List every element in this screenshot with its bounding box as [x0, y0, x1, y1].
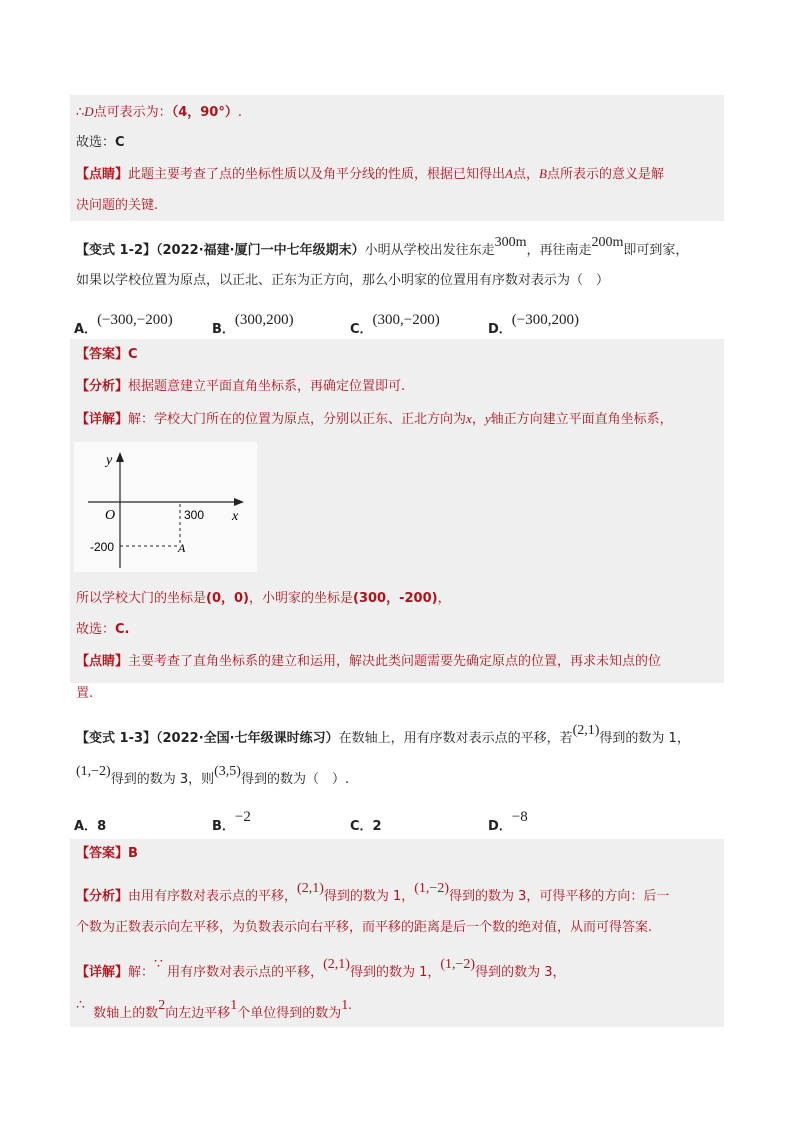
detail-text: 数轴上的数	[93, 1006, 159, 1021]
detail-text: 得到的数为 3，	[475, 965, 566, 980]
ordered-pair: (1,−2)	[414, 881, 449, 896]
question-line	[76, 723, 690, 748]
point-label: A	[178, 541, 186, 555]
distance-value: 200m	[591, 235, 624, 250]
coordinate-value: (300，-200)	[353, 591, 438, 606]
detail-text: 解：学校大门所在的位置为原点，分别以正东、正北方向为	[128, 412, 467, 427]
choose-line	[76, 621, 130, 639]
detail-tag: 【详解】	[76, 965, 129, 980]
solution-line	[76, 103, 242, 122]
coordinate-figure	[74, 442, 257, 572]
detail-text: 向左边平移	[165, 1006, 231, 1021]
option-d	[488, 806, 528, 834]
analysis-text: 得到的数为 3，可得平移的方向：后一	[449, 889, 670, 904]
distance-value: 300m	[494, 235, 527, 250]
point-label: B	[539, 166, 547, 181]
comment-text: 置.	[76, 686, 94, 701]
detail-text: 用有序数对表示点的平移，	[167, 965, 324, 980]
comment-text: 决问题的关键.	[76, 198, 159, 213]
detail-line	[76, 957, 566, 982]
ordered-pair: (1,−2)	[76, 764, 111, 779]
option-label: D．	[488, 819, 512, 834]
comment-text: 主要考查了直角坐标系的建立和运用，解决此类问题需要先确定原点的位置，再求未知点的位	[128, 654, 662, 669]
question-line	[76, 235, 689, 260]
axis-name: y	[484, 411, 491, 426]
x-axis-arrow	[234, 498, 244, 506]
detail-text: 得到的数为 1，	[349, 965, 441, 980]
ordered-pair: (2,1)	[323, 957, 350, 972]
choose-line	[76, 134, 125, 152]
option-c	[350, 815, 382, 834]
detail-text: 解：	[128, 965, 155, 980]
x-tick-label: 300	[184, 508, 205, 522]
comment-tag: 【点睛】	[76, 654, 129, 669]
option-value: −2	[234, 809, 251, 825]
detail-line	[76, 410, 673, 429]
option-c	[350, 309, 440, 337]
coordinate-value: (0，0)	[206, 591, 249, 606]
number-value: 2	[158, 998, 166, 1013]
x-axis-label: x	[232, 509, 239, 524]
option-value: −8	[511, 809, 528, 825]
option-value: (−300,−200)	[97, 312, 173, 328]
question-tag: 【变式 1-2】	[76, 243, 157, 258]
point-label: A	[505, 166, 513, 181]
option-value: (300,−200)	[372, 312, 440, 328]
analysis-tag: 【分析】	[76, 379, 129, 394]
choose-answer: C.	[115, 622, 130, 637]
question-line	[76, 272, 609, 290]
analysis-line	[76, 378, 405, 396]
result-line	[76, 590, 451, 608]
choose-label: 故选：	[76, 622, 116, 637]
y-axis-arrow	[116, 452, 124, 462]
option-label: A．	[74, 819, 98, 834]
question-source: （2022·全国·七年级课时练习）	[156, 731, 339, 746]
question-text: 即可到家，	[623, 243, 689, 258]
therefore-symbol: ∴	[76, 998, 85, 1013]
y-axis-label: y	[106, 453, 113, 468]
comment-line	[76, 165, 664, 184]
ordered-pair: (2,1)	[572, 723, 600, 738]
comment-text: 此题主要考查了点的坐标性质以及角平分线的性质，根据已知得出	[128, 167, 506, 182]
option-label: B．	[212, 322, 235, 337]
choose-answer: C	[115, 135, 125, 150]
coordinate-diagram	[74, 442, 257, 572]
question-text: ，再往南走	[526, 243, 592, 258]
punctuation: ，	[437, 591, 451, 606]
option-a	[74, 309, 173, 337]
option-value: (300,200)	[234, 312, 294, 328]
comment-tag: 【点睛】	[76, 167, 129, 182]
option-label: A．	[74, 322, 98, 337]
solution-text: 点可表示为：	[93, 105, 172, 120]
because-symbol: ∵	[154, 957, 163, 972]
ordered-pair: (3,5)	[214, 764, 241, 779]
option-d	[488, 309, 579, 337]
question-text: 如果以学校位置为原点，以正北、正东为正方向，那么小明家的位置用有序数对表示为（ ）	[76, 273, 610, 288]
question-text: 得到的数为（ ）.	[240, 772, 350, 787]
option-label: C．	[350, 322, 373, 337]
analysis-line	[76, 881, 670, 906]
comment-text: 点，	[512, 167, 539, 182]
answer-value: B	[128, 846, 138, 861]
y-tick-label: -200	[90, 540, 115, 554]
result-text: ，小明家的坐标是	[249, 591, 354, 606]
comment-line	[76, 653, 661, 671]
answer-line	[76, 845, 138, 863]
option-b	[212, 806, 251, 834]
option-label: B．	[212, 819, 235, 834]
answer-tag: 【答案】	[76, 347, 129, 362]
detail-text: 轴正方向建立平面直角坐标系，	[490, 412, 673, 427]
coordinate-value: （4，90°）	[171, 105, 238, 120]
question-text: 得到的数为 1，	[599, 731, 690, 746]
option-label: D．	[488, 322, 512, 337]
question-text: 得到的数为 3，则	[110, 772, 215, 787]
analysis-line	[76, 919, 652, 937]
answer-line	[76, 346, 138, 364]
question-source: （2022·福建·厦门一中七年级期末）	[156, 243, 365, 258]
option-b	[212, 309, 294, 337]
analysis-text: 个数为正数表示向左平移，为负数表示向右平移，而平移的距离是后一个数的绝对值，从而可得答案.	[76, 920, 653, 935]
analysis-text: 由用有序数对表示点的平移，	[128, 889, 298, 904]
analysis-tag: 【分析】	[76, 889, 129, 904]
option-a	[74, 815, 106, 834]
question-text: 小明从学校出发往东走	[364, 243, 495, 258]
option-value: 8	[97, 819, 107, 834]
number-value: 1	[230, 998, 238, 1013]
option-label: C．	[350, 819, 373, 834]
result-text: 所以学校大门的坐标是	[76, 591, 207, 606]
punctuation: .	[237, 105, 242, 120]
answer-tag: 【答案】	[76, 846, 129, 861]
detail-line	[76, 998, 352, 1023]
comment-line	[76, 197, 158, 215]
analysis-text: 得到的数为 1，	[323, 889, 415, 904]
origin-label: O	[105, 508, 116, 523]
option-value: (−300,200)	[511, 312, 579, 328]
number-value: 1.	[341, 998, 352, 1013]
punctuation: ，	[471, 412, 485, 427]
therefore-symbol: ∴	[76, 105, 85, 120]
point-label: D	[84, 104, 94, 119]
ordered-pair: (1,−2)	[440, 957, 476, 972]
option-value: 2	[372, 819, 382, 834]
question-line	[76, 764, 350, 789]
choose-label: 故选：	[76, 135, 116, 150]
comment-line	[76, 685, 93, 703]
answer-value: C	[128, 347, 138, 362]
question-tag: 【变式 1-3】	[76, 731, 157, 746]
comment-text: 点所表示的意义是解	[546, 167, 664, 182]
detail-text: 个单位得到的数为	[237, 1006, 342, 1021]
analysis-text: 根据题意建立平面直角坐标系，再确定位置即可.	[128, 379, 406, 394]
detail-tag: 【详解】	[76, 412, 129, 427]
ordered-pair: (2,1)	[297, 881, 324, 896]
question-text: 在数轴上，用有序数对表示点的平移，若	[338, 731, 573, 746]
axis-name: x	[466, 411, 472, 426]
